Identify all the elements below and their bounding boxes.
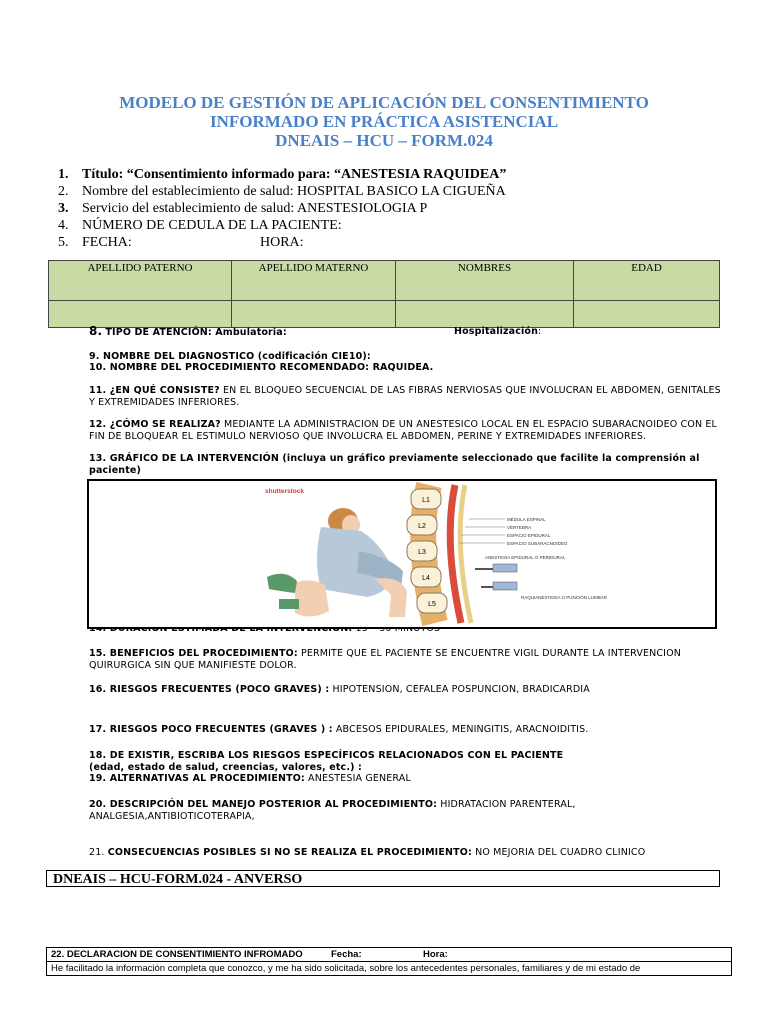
header-edad: EDAD bbox=[574, 261, 720, 301]
consent-declaration-table bbox=[46, 947, 732, 976]
item-establishment: 2. Nombre del establecimiento de salud: HOSPITAL BASICO LA CIGUEÑA bbox=[58, 184, 506, 199]
label-raquianestesia: RAQUIANESTESIA O PUNCIÓN LUMBAR bbox=[521, 595, 608, 600]
form-title-line1: MODELO DE GESTIÓN DE APLICACIÓN DEL CONSENTIMIENTO bbox=[119, 93, 649, 112]
section-15-benefits: 15. BENEFICIOS DEL PROCEDIMIENTO: PERMITE QUE EL PACIENTE SE ENCUENTRE VIGIL DURANTE LA INTERVENCION QUIRURGICA SIN QUE MANIFIESTE DOLOR. bbox=[89, 648, 682, 671]
cell-edad[interactable] bbox=[574, 301, 720, 328]
section-19-alternatives: 19. ALTERNATIVAS AL PROCEDIMIENTO: ANESTESIA GENERAL bbox=[89, 773, 411, 784]
section-21-consequences: 21. CONSECUENCIAS POSIBLES SI NO SE REALIZA EL PROCEDIMIENTO: NO MEJORIA DEL CUADRO CLINICO bbox=[89, 847, 646, 858]
patient-name-table bbox=[48, 260, 720, 328]
vertebra-l5: L5 bbox=[428, 601, 436, 608]
section-11-description: 11. ¿EN QUÉ CONSISTE? EN EL BLOQUEO SECUENCIAL DE LAS FIBRAS NERVIOSAS QUE INVOLUCRAN EL ABDOMEN, GENITALES Y EXTREMIDADES INFERIORES. bbox=[89, 385, 721, 408]
cell-apellido-materno[interactable] bbox=[232, 301, 396, 328]
declaration-text: He facilitado la información completa que conozco, y me ha sido solicitada, sobre los antecedentes personales, familiares y de mi estado de bbox=[47, 962, 732, 976]
section-13-graphic: 13. GRÁFICO DE LA INTERVENCIÓN (incluya un gráfico previamente seleccionado que facilite la comprensión al paciente) bbox=[89, 453, 700, 476]
spinal-anesthesia-illustration bbox=[89, 481, 715, 627]
item-service: 3. Servicio del establecimiento de salud: ANESTESIOLOGIA P bbox=[58, 201, 428, 216]
patient-figure bbox=[267, 508, 407, 617]
section-8-attention-type: 8. TIPO DE ATENCIÓN: Ambulatoria: Hospitalización: bbox=[89, 324, 542, 338]
header-apellido-materno: APELLIDO MATERNO bbox=[232, 261, 396, 301]
section-18-specific-risks: 18. DE EXISTIR, ESCRIBA LOS RIESGOS ESPECÍFICOS RELACIONADOS CON EL PACIENTE (edad, estado de salud, creencias, valores, etc.) : bbox=[89, 750, 564, 773]
section-16-frequent-risks: 16. RIESGOS FRECUENTES (POCO GRAVES) : HIPOTENSION, CEFALEA POSPUNCION, BRADICARDIA bbox=[89, 684, 590, 695]
section-20-post-management: 20. DESCRIPCIÓN DEL MANEJO POSTERIOR AL PROCEDIMIENTO: HIDRATACION PARENTERAL, ANALGESIA,ANTIBIOTICOTERAPIA, bbox=[89, 799, 576, 822]
section-12-how: 12. ¿CÓMO SE REALIZA? MEDIANTE LA ADMINISTRACION DE UN ANESTESICO LOCAL EN EL ESPACIO SUBARACNOIDEO CON EL FIN DE BLOQUEAR EL ESTIMULO NERVIOSO QUE INVOLUCRA EL ABDOMEN, PERINE Y EXTREMIDADES INFERIORES. bbox=[89, 419, 717, 442]
header-nombres: NOMBRES bbox=[396, 261, 574, 301]
form-title-line2: INFORMADO EN PRÁCTICA ASISTENCIAL bbox=[209, 112, 559, 131]
vertebra-l2: L2 bbox=[418, 523, 426, 530]
label-epidural: ESPACIO EPIDURAL bbox=[507, 533, 551, 538]
header-apellido-paterno: APELLIDO PATERNO bbox=[49, 261, 232, 301]
label-vertebra: VÉRTEBRA bbox=[507, 525, 532, 530]
vertebra-l1: L1 bbox=[422, 497, 430, 504]
declaration-header: 22. DECLARACION DE CONSENTIMIENTO INFROMADO Fecha: Hora: bbox=[47, 948, 732, 962]
item-date-time[interactable]: 5. FECHA: HORA: bbox=[58, 235, 304, 250]
label-medula: MÉDULA ESPINAL bbox=[507, 517, 546, 522]
section-9-diagnosis: 9. NOMBRE DEL DIAGNOSTICO (codificación CIE10): bbox=[89, 351, 371, 362]
item-id-number[interactable]: 4. NÚMERO DE CEDULA DE LA PACIENTE: bbox=[58, 218, 342, 233]
vertebra-l4: L4 bbox=[422, 575, 430, 582]
section-17-serious-risks: 17. RIESGOS POCO FRECUENTES (GRAVES ) : ABCESOS EPIDURALES, MENINGITIS, ARACNOIDITIS. bbox=[89, 724, 589, 735]
label-anestesia-epidural: ANESTESIA EPIDURAL O PERIDURAL bbox=[485, 555, 566, 560]
label-subaracnoideo: ESPACIO SUBARACNOIDEO bbox=[507, 541, 568, 546]
form-side-label: DNEAIS – HCU-FORM.024 - ANVERSO bbox=[46, 870, 720, 887]
header-fields-list bbox=[58, 166, 506, 251]
form-title-line3: DNEAIS – HCU – FORM.024 bbox=[275, 131, 493, 150]
spine-diagram bbox=[407, 485, 608, 623]
section-10-procedure: 10. NOMBRE DEL PROCEDIMIENTO RECOMENDADO: RAQUIDEA. bbox=[89, 362, 434, 373]
cell-apellido-paterno[interactable] bbox=[49, 301, 232, 328]
vertebra-l3: L3 bbox=[418, 549, 426, 556]
cell-nombres[interactable] bbox=[396, 301, 574, 328]
intervention-figure bbox=[87, 479, 717, 629]
watermark-text: shutterstock bbox=[265, 488, 305, 495]
item-title: 1. Título: “Consentimiento informado para: “ANESTESIA RAQUIDEA” bbox=[58, 167, 507, 182]
